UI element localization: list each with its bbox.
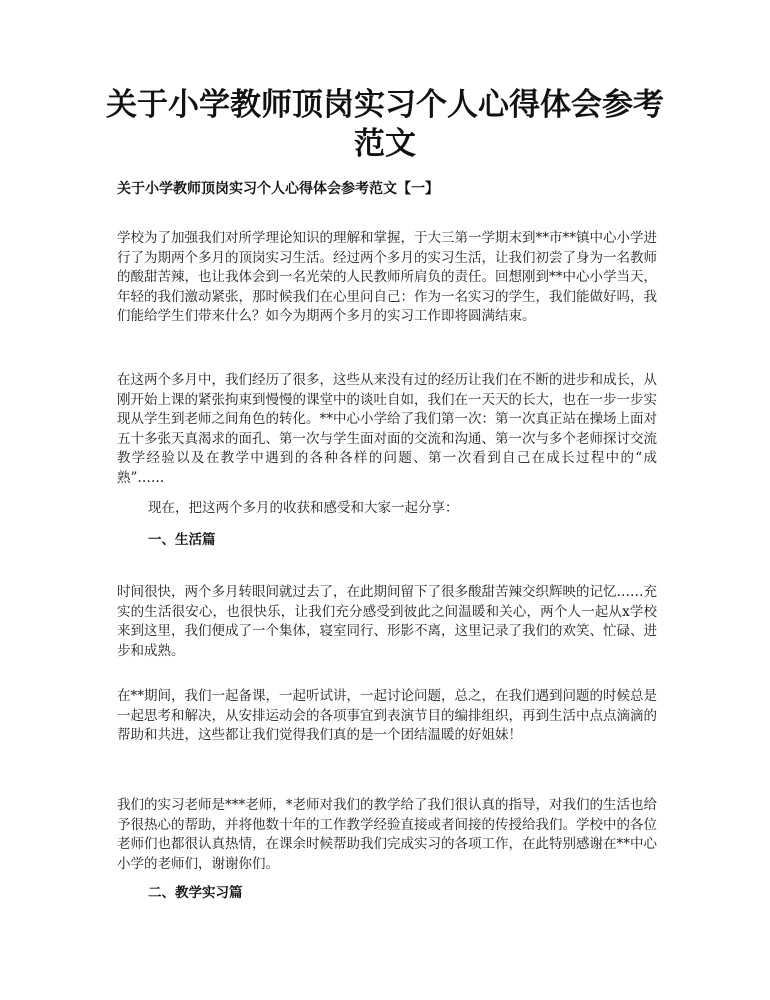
paragraph-experience: 在这两个多月中，我们经历了很多，这些从来没有过的经历让我们在不断的进步和成长，从刚开始上课的紧张拘束到慢慢的课堂中的谈吐自如，我们在一天天的长大，也在一步一步实现从学生到老师之间角色的转化。**中心小学给了我们第一次：第一次真正站在操场上面对五十多张天真渴求的面孔、第一次与学生面对面的交流和沟通、第一次与多个老师探讨交流教学经验以及在教学中遇到的各种各样的问题、第一次看到自己在成长过程中的“成熟”…… — [117, 372, 657, 486]
document-title: 关于小学教师顶岗实习个人心得体会参考范文 — [106, 87, 664, 162]
paragraph-life-memories: 时间很快，两个多月转眼间就过去了，在此期间留下了很多酸甜苦辣交织辉映的记忆……充实的生活很安心，也很快乐，让我们充分感受到彼此之间温暖和关心，两个人一起从x学校来到这里，我们便成了一个集体，寝室同行、形影不离，这里记录了我们的欢笑、忙碌、进步和成熟。 — [117, 584, 657, 659]
section-subtitle: 关于小学教师顶岗实习个人心得体会参考范文【一】 — [117, 181, 439, 197]
paragraph-share: 现在，把这两个多月的收获和感受和大家一起分享： — [148, 500, 459, 516]
paragraph-mentor: 我们的实习老师是***老师，*老师对我们的教学给了我们很认真的指导，对我们的生活也给予很热心的帮助，并将他数十年的工作教学经验直接或者间接的传授给我们。学校中的各位老师们也都很认真热情，在课余时候帮助我们完成实习的各项工作，在此特别感谢在**中心小学的老师们，谢谢你们。 — [117, 797, 657, 872]
paragraph-intro: 学校为了加强我们对所学理论知识的理解和掌握，于大三第一学期末到**市**镇中心小学进行了为期两个多月的顶岗实习生活。经过两个多月的实习生活，让我们初尝了身为一名教师的酸甜苦辣，也让我体会到一名光荣的人民教师所肩负的责任。回想刚到**中心小学当天，年轻的我们激动紧张，那时候我们在心里问自己：作为一名实习的学生，我们能做好吗，我们能给学生们带来什么？如今为期两个多月的实习工作即将圆满结束。 — [117, 230, 657, 325]
heading-teaching: 二、教学实习篇 — [148, 885, 243, 901]
paragraph-together: 在**期间，我们一起备课，一起听试讲，一起讨论问题，总之，在我们遇到问题的时候总是一起思考和解决，从安排运动会的各项事宜到表演节目的编排组织，再到生活中点点滴滴的帮助和共进，这些都让我们觉得我们真的是一个团结温暖的好姐妹！ — [117, 688, 657, 744]
heading-life: 一、生活篇 — [148, 532, 216, 548]
